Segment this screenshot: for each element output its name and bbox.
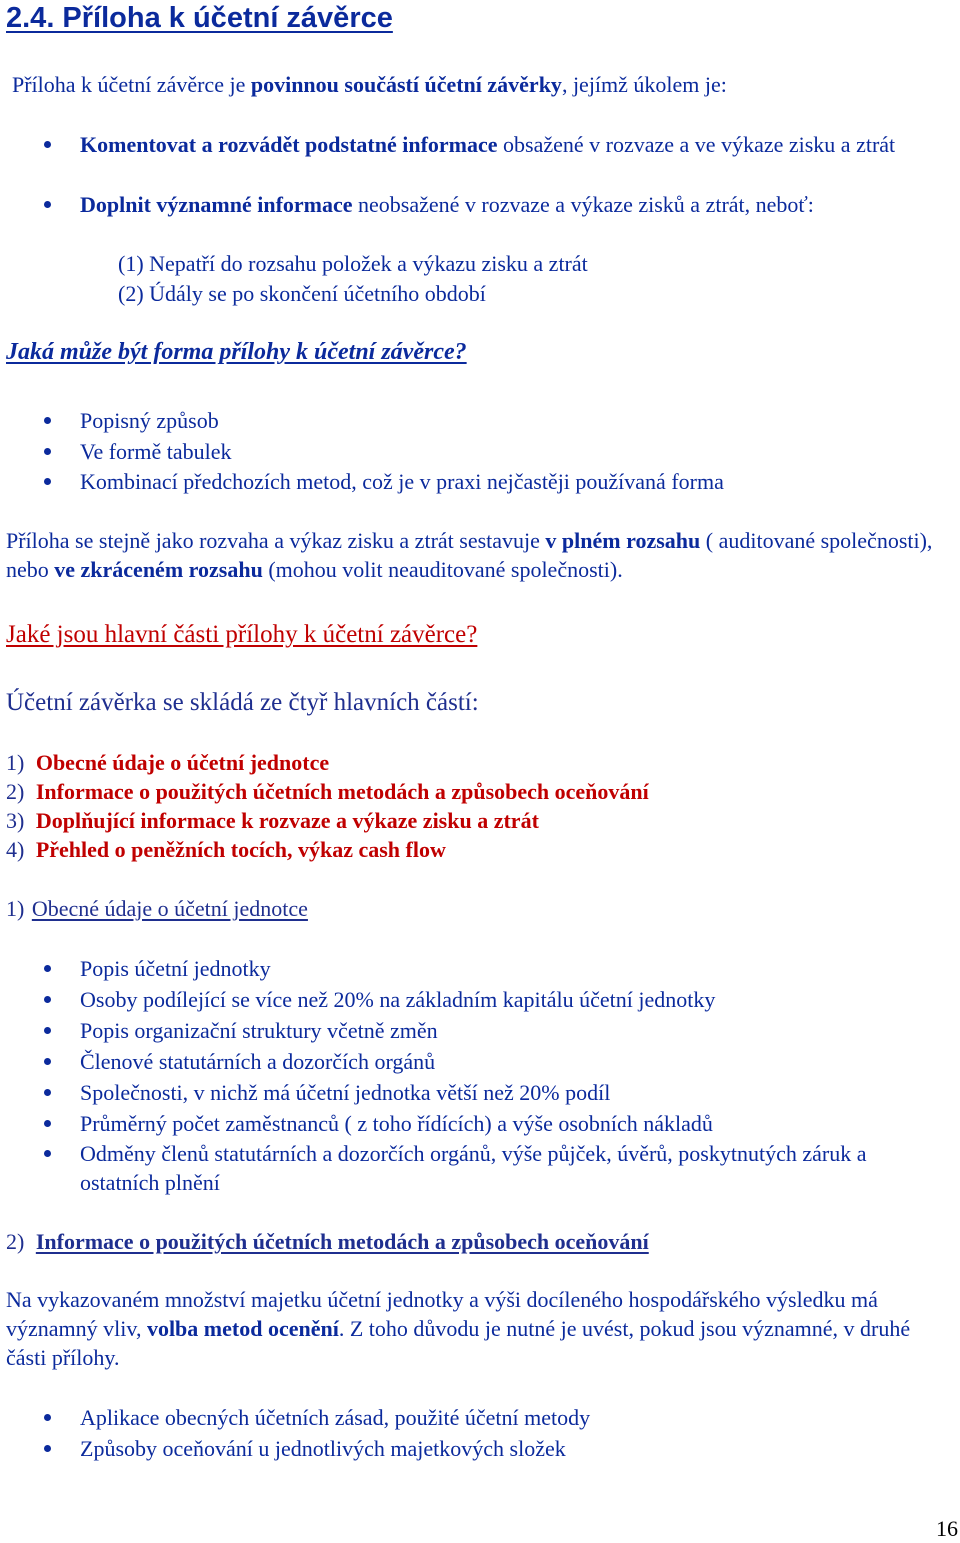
list-item: Aplikace obecných účetních zásad, použité účetní metody	[80, 1403, 952, 1432]
scope-paragraph: Příloha se stejně jako rozvaha a výkaz zisku a ztrát sestavuje v plném rozsahu ( auditované společnosti), nebo ve zkráceném rozsahu (mohou volit neauditované společnosti).	[6, 528, 933, 582]
section1-heading: 1) Obecné údaje o účetní jednotce	[6, 896, 308, 921]
section2-heading: 2) Informace o použitých účetních metodách a způsobech oceňování	[6, 1229, 649, 1254]
parts-intro: Účetní závěrka se skládá ze čtyř hlavních částí:	[6, 689, 479, 716]
reason-item: (2) Údály se po skončení účetního období	[118, 281, 486, 306]
list-item: Způsoby oceňování u jednotlivých majetkových složek	[80, 1434, 952, 1463]
list-item: Popis organizační struktury včetně změn	[80, 1016, 952, 1045]
parts-item: 1) Obecné údaje o účetní jednotce	[6, 750, 330, 775]
list-item: Ve formě tabulek	[80, 437, 952, 466]
section2-paragraph: Na vykazovaném množství majetku účetní jednotky a výši docíleného hospodářského výsledku má významný vliv, volba metod ocenění. Z toho důvodu je nutné je uvést, pokud jsou významné, v druhé části přílohy.	[6, 1287, 911, 1370]
intro-sentence: Příloha k účetní závěrce je povinnou součástí účetní závěrky, jejímž úkolem je:	[12, 72, 727, 97]
list-item: Osoby podílející se více než 20% na základním kapitálu účetní jednotky	[80, 985, 952, 1014]
intro-bold: povinnou součástí účetní závěrky	[250, 72, 562, 97]
list-item: Odměny členů statutárních a dozorčích orgánů, výše půjček, úvěrů, poskytnutých záruk a ostatních plnění	[80, 1139, 920, 1197]
list-item: Komentovat a rozvádět podstatné informace obsažené v rozvaze a ve výkaze zisku a ztrát	[80, 130, 952, 159]
list-item: Kombinací předchozích metod, což je v praxi nejčastěji používaná forma	[80, 467, 952, 496]
list-item: Společnosti, v nichž má účetní jednotka větší než 20% podíl	[80, 1078, 952, 1107]
heading-parts: Jaké jsou hlavní části přílohy k účetní závěrce?	[6, 621, 478, 648]
list-item: Doplnit významné informace neobsažené v rozvaze a výkaze zisků a ztrát, neboť:	[80, 190, 952, 219]
heading-forms: Jaká může být forma přílohy k účetní závěrce?	[6, 339, 467, 365]
list-item: Členové statutárních a dozorčích orgánů	[80, 1047, 952, 1076]
list-item: Průměrný počet zaměstnanců ( z toho řídících) a výše osobních nákladů	[80, 1109, 952, 1138]
reason-item: (1) Nepatří do rozsahu položek a výkazu zisku a ztrát	[118, 251, 588, 276]
parts-item: 2) Informace o použitých účetních metodách a způsobech oceňování	[6, 779, 649, 804]
section-title: 2.4. Příloha k účetní závěrce	[6, 2, 393, 34]
parts-item: 3) Doplňující informace k rozvaze a výkaze zisku a ztrát	[6, 808, 539, 833]
list-item: Popis účetní jednotky	[80, 954, 952, 983]
parts-item: 4) Přehled o peněžních tocích, výkaz cash flow	[6, 837, 446, 862]
list-item: Popisný způsob	[80, 406, 952, 435]
page-number: 16	[936, 1516, 958, 1541]
